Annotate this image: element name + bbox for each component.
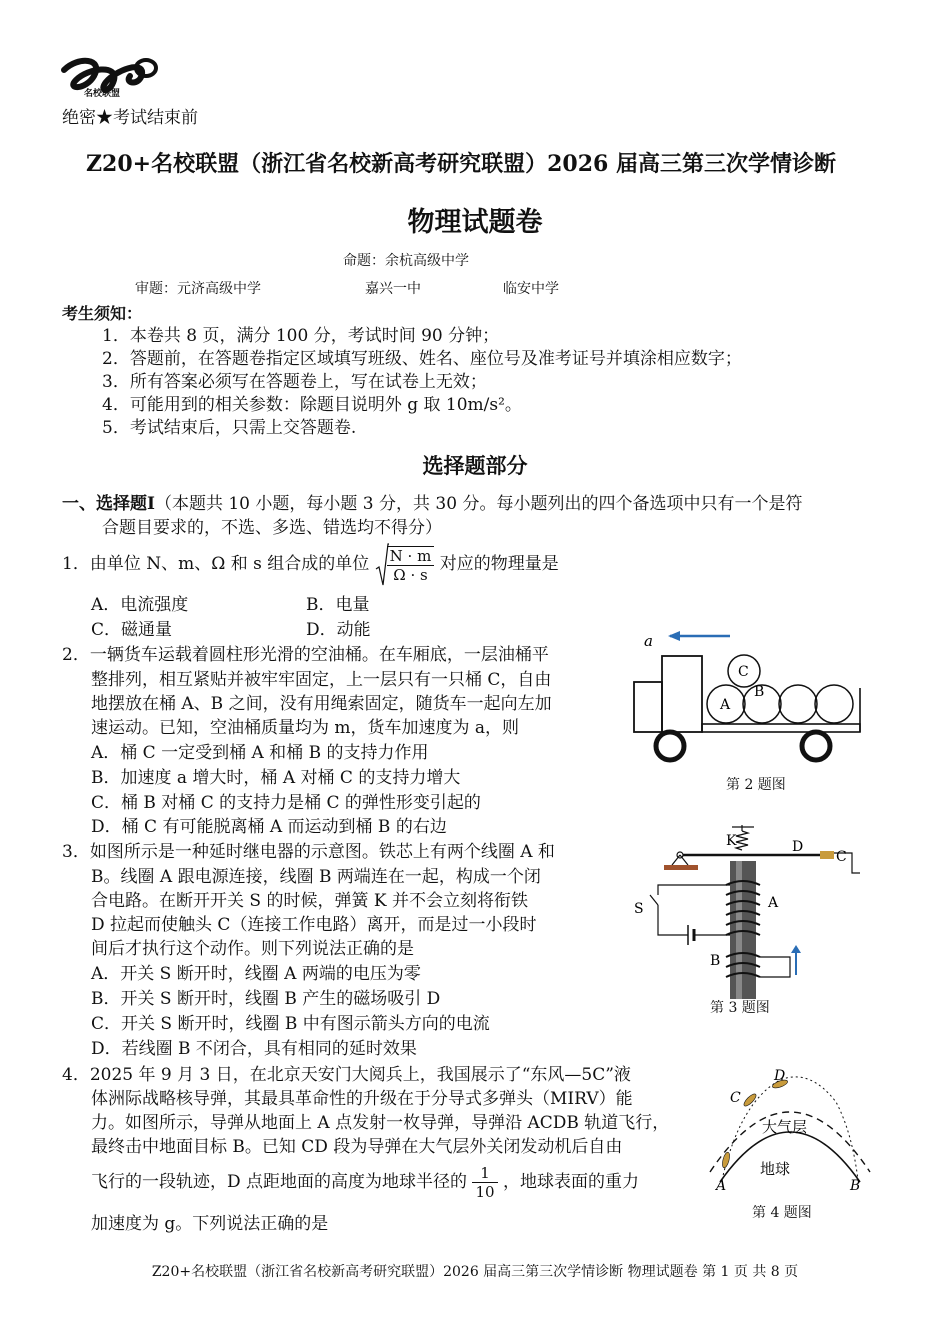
q2-option-c: C．桶 B 对桶 C 的支持力是桶 C 的弹性形变引起的 <box>91 793 481 813</box>
q2-line: 速运动。已知，空油桶质量均为 m，货车加速度为 a，则 <box>91 718 520 738</box>
q1-frac-den: Ω · s <box>393 565 428 584</box>
q4-line-5 <box>91 1160 639 1204</box>
q3-line: 间后才执行这个动作。则下列说法正确的是 <box>91 939 414 959</box>
label-c: C <box>730 1090 741 1106</box>
q2-option-b: B．加速度 a 增大时，桶 A 对桶 C 的支持力增大 <box>91 768 461 788</box>
relay-diagram <box>630 825 860 1000</box>
secrecy-label: 绝密★考试结束前 <box>62 108 198 128</box>
notice-item: 5．考试结束后，只需上交答题卷. <box>102 418 357 438</box>
q4-line: 4．2025 年 9 月 3 日，在北京天安门大阅兵上，我国展示了“东风—5C”液 <box>62 1065 631 1085</box>
accel-label: a <box>644 632 653 650</box>
author: 命题：余杭高级中学 <box>343 253 469 269</box>
q2-option-d: D．桶 C 有可能脱离桶 A 而运动到桶 B 的右边 <box>91 817 447 837</box>
q3-line: D 拉起而使触头 C（连接工作电路）离开，而是过一小段时 <box>91 915 537 935</box>
label-c: C <box>836 849 847 865</box>
part1-desc: （本题共 10 小题，每小题 3 分，共 30 分。每小题列出的四个备选项中只有一个是符 <box>154 494 803 514</box>
q2-figure <box>630 628 880 798</box>
reviewer-1: 审题：元济高级中学 <box>135 281 261 297</box>
q4-frac-num: 1 <box>472 1164 497 1183</box>
q4-line: 最终击中地面目标 B。已知 CD 段为导弹在大气层外关闭发动机后自由 <box>91 1137 623 1157</box>
q3-option-d: D．若线圈 B 不闭合，具有相同的延时效果 <box>91 1039 417 1059</box>
q4-caption: 第 4 题图 <box>752 1205 812 1221</box>
q4-line5-b: ，地球表面的重力 <box>502 1172 639 1192</box>
label-d: D <box>774 1068 786 1084</box>
orbit-diagram <box>700 1062 880 1192</box>
q3-line: 合电路。在断开开关 S 的时候，弹簧 K 并不会立刻将衔铁 <box>91 891 528 911</box>
reviewer-3: 临安中学 <box>503 281 559 297</box>
q3-option-a: A．开关 S 断开时，线圈 A 两端的电压为零 <box>91 964 421 984</box>
q2-line: 地摆放在桶 A、B 之间，没有用绳索固定，随货车一起向左加 <box>91 694 552 714</box>
label-coil-b: B <box>710 953 721 969</box>
q4-frac-den: 10 <box>475 1183 495 1201</box>
barrel-a-label: A <box>720 697 731 713</box>
q1-option-a: A．电流强度 <box>91 595 189 615</box>
q1-option-c: C．磁通量 <box>91 620 173 640</box>
notice-item: 2．答题前，在答题卷指定区域填写班级、姓名、座位号及准考证号并填涂相应数字； <box>102 349 742 369</box>
label-coil-a: A <box>768 895 779 911</box>
arrow-head-icon <box>668 631 680 641</box>
q2-caption: 第 2 题图 <box>726 777 786 793</box>
barrel <box>815 685 853 723</box>
q4-line: 力。如图所示，导弹从地面上 A 点发射一枚导弹，导弹沿 ACDB 轨道飞行， <box>91 1113 670 1133</box>
part1-label: 一、选择题Ⅰ <box>62 494 155 514</box>
notice-item: 3．所有答案必须写在答题卷上，写在试卷上无效； <box>102 372 487 392</box>
part1-intro <box>62 492 802 516</box>
q1-stem-a: 1．由单位 N、m、Ω 和 s 组合成的单位 <box>62 554 370 574</box>
q3-figure <box>630 825 860 1025</box>
wheel-icon <box>802 732 830 760</box>
barrel <box>779 685 817 723</box>
label-atmosphere: 大气层 <box>762 1118 808 1136</box>
q1-stem <box>62 542 559 587</box>
notice-item: 4．可能用到的相关参数：除题目说明外 g 取 10m/s²。 <box>102 395 522 415</box>
q1-option-b: B．电量 <box>306 595 370 615</box>
logo-text: 名校联盟 <box>84 89 121 99</box>
logo-mark <box>58 50 168 110</box>
label-b: B <box>850 1178 861 1192</box>
wheel-icon <box>656 732 684 760</box>
notice-item: 1．本卷共 8 页，满分 100 分，考试时间 90 分钟； <box>102 326 500 346</box>
section-heading: 选择题部分 <box>422 454 528 478</box>
exam-title: Z20+名校联盟（浙江省名校新高考研究联盟）2026 届高三第三次学情诊断 <box>86 151 837 177</box>
reviewer-2: 嘉兴一中 <box>365 281 421 297</box>
label-d: D <box>792 839 804 855</box>
truck-diagram <box>630 628 880 773</box>
q4-line-6: 加速度为 g。下列说法正确的是 <box>91 1214 329 1234</box>
q4-line: 体洲际战略核导弹，其最具革命性的升级在于分导式多弹头（MIRV）能 <box>91 1089 633 1109</box>
pivot-base <box>664 865 698 870</box>
label-earth: 地球 <box>760 1160 791 1178</box>
label-s: S <box>634 901 644 917</box>
notice-heading: 考生须知： <box>62 304 143 323</box>
q3-line: 3．如图所示是一种延时继电器的示意图。铁芯上有两个线圈 A 和 <box>62 842 555 862</box>
q4-figure <box>700 1062 880 1227</box>
truck-bed <box>702 724 860 732</box>
q3-option-c: C．开关 S 断开时，线圈 B 中有图示箭头方向的电流 <box>91 1014 490 1034</box>
paper-title: 物理试题卷 <box>407 207 543 238</box>
label-k: K <box>726 833 737 849</box>
label-a: A <box>716 1178 727 1192</box>
q2-option-a: A．桶 C 一定受到桶 A 和桶 B 的支持力作用 <box>91 743 429 763</box>
barrel-b-label: B <box>754 684 765 700</box>
q4-line5-a: 飞行的一段轨迹，D 点距地面的高度为地球半径的 <box>91 1172 468 1192</box>
spring-k-icon <box>736 831 748 850</box>
q2-line: 2．一辆货车运载着圆柱形光滑的空油桶。在车厢底，一层油桶平 <box>62 645 549 665</box>
logo <box>58 50 168 110</box>
page-footer: Z20+名校联盟（浙江省名校新高考研究联盟）2026 届高三第三次学情诊断 物理试题卷 第 1 页 共 8 页 <box>151 1264 799 1280</box>
truck-cab <box>634 682 662 732</box>
q2-line: 整排列，相互紧贴并被牢牢固定，上一层只有一只桶 C，自由 <box>91 670 552 690</box>
barrel-c-label: C <box>738 664 749 680</box>
q3-caption: 第 3 题图 <box>710 1000 770 1016</box>
q3-line: B。线圈 A 跟电源连接，线圈 B 两端连在一起，构成一个闭 <box>91 867 541 887</box>
q3-option-b: B．开关 S 断开时，线圈 B 产生的磁场吸引 D <box>91 989 441 1009</box>
q1-frac-num: N · m <box>387 547 435 566</box>
q1-option-d: D．动能 <box>306 620 371 640</box>
truck-front <box>662 656 702 732</box>
part1-desc-2: 合题目要求的，不选、多选、错选均不得分） <box>102 518 442 538</box>
switch-s-icon <box>650 895 658 905</box>
q1-stem-b: 对应的物理量是 <box>439 554 559 574</box>
contact-c-icon <box>820 851 834 859</box>
